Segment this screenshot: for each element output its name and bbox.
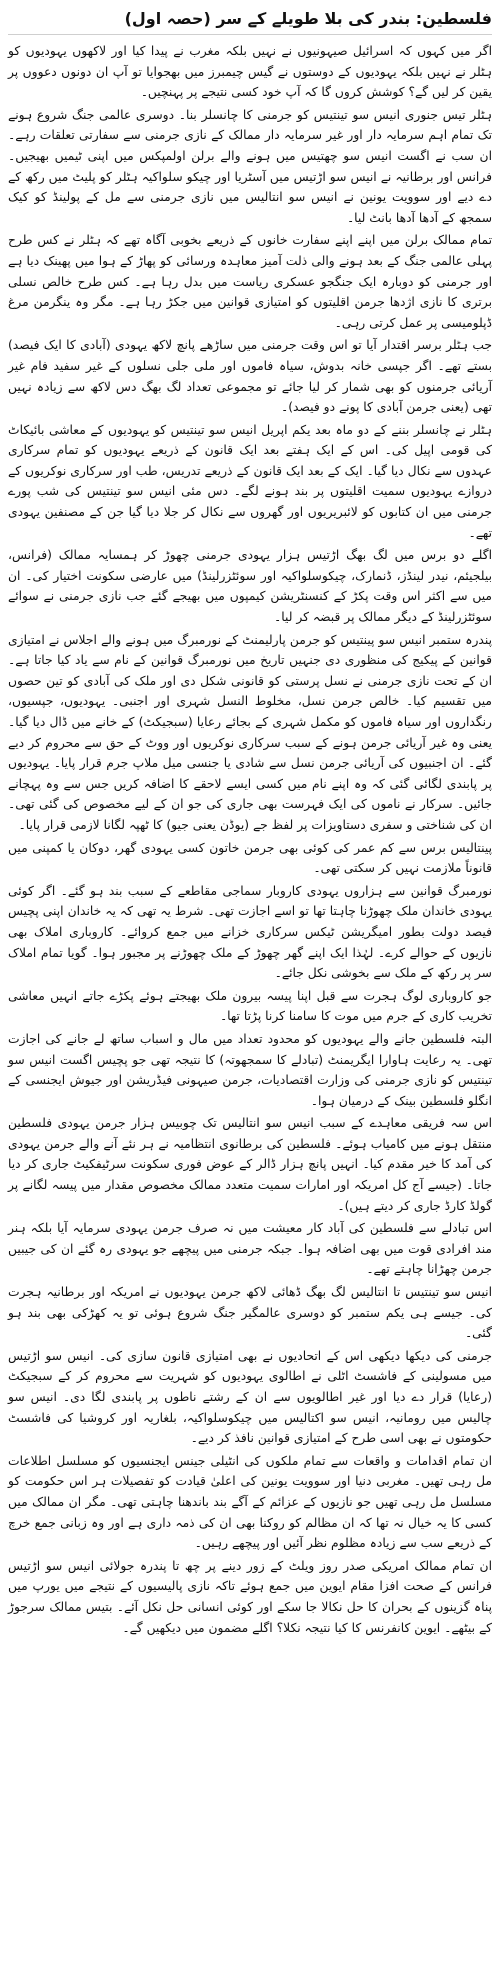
article-paragraph: ان تمام ممالک امریکی صدر روز ویلٹ کے زور دینے پر چھ تا پندرہ جولائی انیس سو اڑتیس فرانس کے صحت افزا مقام ایوین میں جمع ہوئے تاکہ نازی پالیسیوں کے نتیجے میں یورپ میں پناہ گزینوں کے بحران کا حل نکالا جا سکے اور کوئی انسانی حل نکل آئے۔ بتیس ممالک سرجوڑ کے بیٹھے۔ ایوین کانفرنس کا کیا نتیجہ نکلا؟ اگلے مضمون میں دیکھیں گے۔ — [8, 1558, 492, 1635]
article-paragraph: اس سہ فریقی معاہدے کے سبب انیس سو انتالیس تک چوبیس ہزار جرمن یہودی فلسطین منتقل ہونے میں کامیاب ہوئے۔ فلسطین کی برطانوی انتظامیہ نے ہر نئے آنے والے جرمن یہودی کی آمد کا خیر مقدم کیا۔ انہیں پانچ ہزار ڈالر کے عوض فوری سکونت سرٹیفکیٹ جاری کر دیا جاتا۔ (جیسے آج کل امریکہ اور امارات سمیت متعدد ممالک مخصوص مقدار میں پیسہ لگانے پر گولڈ کارڈ جاری کر دیتے ہیں)۔ — [8, 1116, 492, 1213]
article-paragraph: اگر میں کہوں کہ اسرائیل صیہونیوں نے نہیں بلکہ مغرب نے پیدا کیا اور لاکھوں یہودیوں کو ہٹلر نے نہیں بلکہ یہودیوں کے دوستوں نے گیس چیمبرز میں بھجوایا تو آپ ان دونوں دعووں پر یقین کر لیں گے؟ کوشش کروں گا کہ آپ خود کسی نتیجے پر پہنچیں۔ — [8, 44, 492, 100]
article-paragraph: نورمبرگ قوانین سے ہزاروں یہودی کاروبار سماجی مقاطعے کے سبب بند ہو گئے۔ اگر کوئی یہودی خاندان ملک چھوڑنا چاہتا تھا تو اسے اجازت تھی۔ شرط یہ تھی کہ یہ خاندان اپنی پچیس فیصد دولت بطور امیگریشن ٹیکس سرکاری خزانے میں جمع کروائے۔ کاروباری املاک بھی نازیوں کے حوالے کرے۔ لہٰذا ایک اپنے گھر چھوڑ کے ملک چھوڑنے پر مجبور ہوا۔ گویا تمام املاک سر پر رکھ کے ملک سے بخوشی نکل جائے۔ — [8, 883, 492, 981]
article-paragraph: ہٹلر تیس جنوری انیس سو تینتیس کو جرمنی کا چانسلر بنا۔ دوسری عالمی جنگ شروع ہونے تک تمام اہم سرمایہ دار اور غیر سرمایہ دار ممالک کے نازی جرمنی سے سفارتی تعلقات رہے۔ ان سب نے اگست انیس سو چھتیس میں ہونے والے برلن اولمپکس میں اپنی ٹیمیں بھیجیں۔ فرانس اور برطانیہ نے انیس سو اڑتیس میں آسٹریا اور چیکو سلواکیہ ہٹلر کو پلیٹ میں رکھ کے دے دیے اور سوویت یونین نے انیس سو انتالیس میں نازی جرمنی سے مل کے پولینڈ کو کیک سمجھ کے آدھا آدھا بانٹ لیا۔ — [8, 107, 492, 225]
article-paragraph: ان تمام اقدامات و واقعات سے تمام ملکوں کی انٹیلی جینس ایجنسیوں کو مسلسل اطلاعات مل رہی تھیں۔ مغربی دنیا اور سوویت یونین کی اعلیٰ قیادت کو تفصیلات ہر اس حکومت کو مسلسل مل رہی تھیں جو نازیوں کے عزائم کے آگے بند باندھنا چاہتی تھی۔ مگر ان ممالک میں کسی کا یہ خیال نہ تھا کہ ان مظالم کو روکنا بھی ان کی ذمہ داری ہے اور وہ زبانی جمع خرچ کے ذریعے سب سے زیادہ مظلوم نظر آئیں اور پیچھے رہیں۔ — [8, 1453, 492, 1551]
article-paragraph: اس تبادلے سے فلسطین کی آباد کار معیشت میں نہ صرف جرمن یہودی سرمایہ آیا بلکہ ہنر مند افرادی قوت میں بھی اضافہ ہوا۔ جبکہ جرمنی میں پیچھے جو یہودی رہ گئے ان کی جیبیں جرمن چھڑانا چاہتے تھے۔ — [8, 1221, 492, 1277]
article-title: فلسطین: بندر کی بلا طویلے کے سر (حصہ اول) — [8, 6, 492, 35]
article-paragraph: پینتالیس برس سے کم عمر کی کوئی بھی جرمن خاتون کسی یہودی گھر، دوکان یا کمپنی میں قانوناً ملازمت نہیں کر سکتی تھی۔ — [8, 840, 492, 876]
article-paragraph: جب ہٹلر برسر اقتدار آیا تو اس وقت جرمنی میں ساڑھے پانچ لاکھ یہودی (آبادی کا ایک فیصد) بستے تھے۔ اگر جپسی خانہ بدوش، سیاہ فاموں اور ملی جلی نسلوں کے غیر سفید فام غیر آریائی جرمنوں کو بھی شمار کر لیا جائے تو مجموعی تعداد لگ بھگ دس لاکھ سے زیادہ نہیں تھی (یعنی جرمن آبادی کا پونے دو فیصد)۔ — [8, 338, 492, 415]
article-paragraph: ہٹلر نے چانسلر بننے کے دو ماہ بعد یکم اپریل انیس سو تینتیس کو یہودیوں کے معاشی بائیکاٹ کی قومی اپیل کی۔ اس کے ایک ہفتے بعد ایک قانون کے ذریعے یہودیوں کو تمام سرکاری عہدوں سے نکال دیا گیا۔ ایک کے بعد ایک قانون کے ذریعے تدریس، طب اور سرکاری نوکریوں کے دروازے یہودیوں سمیت اقلیتوں پر بند ہونے لگے۔ دس مئی انیس سو تینتیس کی شب پورے جرمنی میں ان کتابوں کو لائبریریوں اور گھروں سے نکال کر جلا دیا گیا جن کے مصنفین یہودی تھے۔ — [8, 422, 492, 540]
article-paragraph: پندرہ ستمبر انیس سو پینتیس کو جرمن پارلیمنٹ کے نورمبرگ میں ہونے والے اجلاس نے امتیازی قوانین کے پیکیج کی منظوری دی جنہیں تاریخ میں نورمبرگ قوانین کے نام سے یاد کیا جاتا ہے۔ ان کے تحت نازی جرمنی نے نسل پرستی کو قانونی شکل دی اور ملک کی آبادی کو تین حصوں میں تقسیم کیا۔ خالص جرمن نسل، مخلوط النسل شہری اور اجنبی۔ یہودیوں، جپسیوں، رنگداروں اور سیاہ فاموں کو مکمل شہری کے بجائے رعایا (سبجیکٹ) کے خانے میں ڈال دیا گیا۔ یعنی وہ غیر آریائی جرمن ہونے کے سبب سرکاری نوکریوں اور ووٹ کے حق سے محروم کر دیے گئے۔ ان اجنبیوں کی آریائی جرمن نسل سے شادی یا جنسی میل ملاپ جرم قرار پایا۔ یہودیوں پر پابندی لگائی گئی کہ وہ اپنے نام میں کسی ایسے لاحقے کا اضافہ کریں جس سے وہ پہچانے جائیں۔ سرکار نے ناموں کی ایک فہرست بھی جاری کی جو ان کے لیے مخصوص کی گئی تھی۔ ان کی شناختی و سفری دستاویزات پر لفظ جے (یوڈن یعنی جیو) کا ٹھپہ لگانا لازمی قرار پایا۔ — [8, 632, 492, 832]
article-body — [8, 41, 492, 1638]
article-paragraph: اگلے دو برس میں لگ بھگ اڑتیس ہزار یہودی جرمنی چھوڑ کر ہمسایہ ممالک (فرانس، بیلجیئم، نیدر لینڈز، ڈنمارک، چیکوسلواکیہ اور سوئٹزرلینڈ) میں عارضی سکونت اختیار کی۔ ان میں سے اکثر اس وقت پکڑ کے کنسنٹریشن کیمپوں میں بھیجے گئے جب نازی جرمنی نے سوائے سوئٹزرلینڈ کے دیگر ممالک پر قبضہ کر لیا۔ — [8, 548, 492, 625]
article-paragraph: جرمنی کی دیکھا دیکھی اس کے اتحادیوں نے بھی امتیازی قانون سازی کی۔ انیس سو اڑتیس میں مسولینی کے فاشسٹ اٹلی نے اطالوی یہودیوں کو شہریت سے محروم کر کے سبجیکٹ (رعایا) قرار دے دیا اور غیر اطالویوں سے ان کے رشتے ناطوں پر پابندی لگا دی۔ انیس سو چالیس میں رومانیہ، انیس سو اکتالیس میں چیکوسلواکیہ، بلغاریہ اور کروشیا کی فاشسٹ حکومتوں نے بھی اسی طرح کے امتیازی قوانین نافذ کر دیے۔ — [8, 1348, 492, 1446]
article-paragraph: البتہ فلسطین جانے والے یہودیوں کو محدود تعداد میں مال و اسباب ساتھ لے جانے کی اجازت تھی۔ یہ رعایت ہاوارا ایگریمنٹ (تبادلے کا سمجھوتہ) کا نتیجہ تھی جو پچیس اگست انیس سو تینتیس کو نازی جرمنی کی وزارت اقتصادیات، جرمن صیہونی فیڈریشن اور جیوش ایجنسی کے انگلو فلسطین بینک کے درمیان ہوا۔ — [8, 1031, 492, 1108]
article-paragraph: تمام ممالک برلن میں اپنے اپنے سفارت خانوں کے ذریعے بخوبی آگاہ تھے کہ ہٹلر نے کس طرح پہلی عالمی جنگ کے بعد ہونے والی ذلت آمیز معاہدہ ورسائی کو پھاڑ کے ہوا میں پھینک دیا ہے اور جرمنی کو دوبارہ ایک جنگجو عسکری ریاست میں بدل رہا ہے۔ کس طرح خالص نسلی برتری کا نازی اژدھا جرمن اقلیتوں کو امتیازی قوانین میں جکڑ رہا ہے۔ مگر وہ ینگرمن مرغ ڈپلومیسی پر عمل کرتی رہی۔ — [8, 233, 492, 330]
article-paragraph: انیس سو تینتیس تا انتالیس لگ بھگ ڈھائی لاکھ جرمن یہودیوں نے امریکہ اور برطانیہ ہجرت کی۔ جیسے ہی یکم ستمبر کو دوسری عالمگیر جنگ شروع ہوئی تو یہ کھڑکی بھی بند ہو گئی۔ — [8, 1285, 492, 1341]
article-paragraph: جو کاروباری لوگ ہجرت سے قبل اپنا پیسہ بیرون ملک بھیجتے ہوئے پکڑے جاتے انہیں معاشی تخریب کاری کے جرم میں موت کا سامنا کرنا پڑتا تھا۔ — [8, 988, 492, 1024]
